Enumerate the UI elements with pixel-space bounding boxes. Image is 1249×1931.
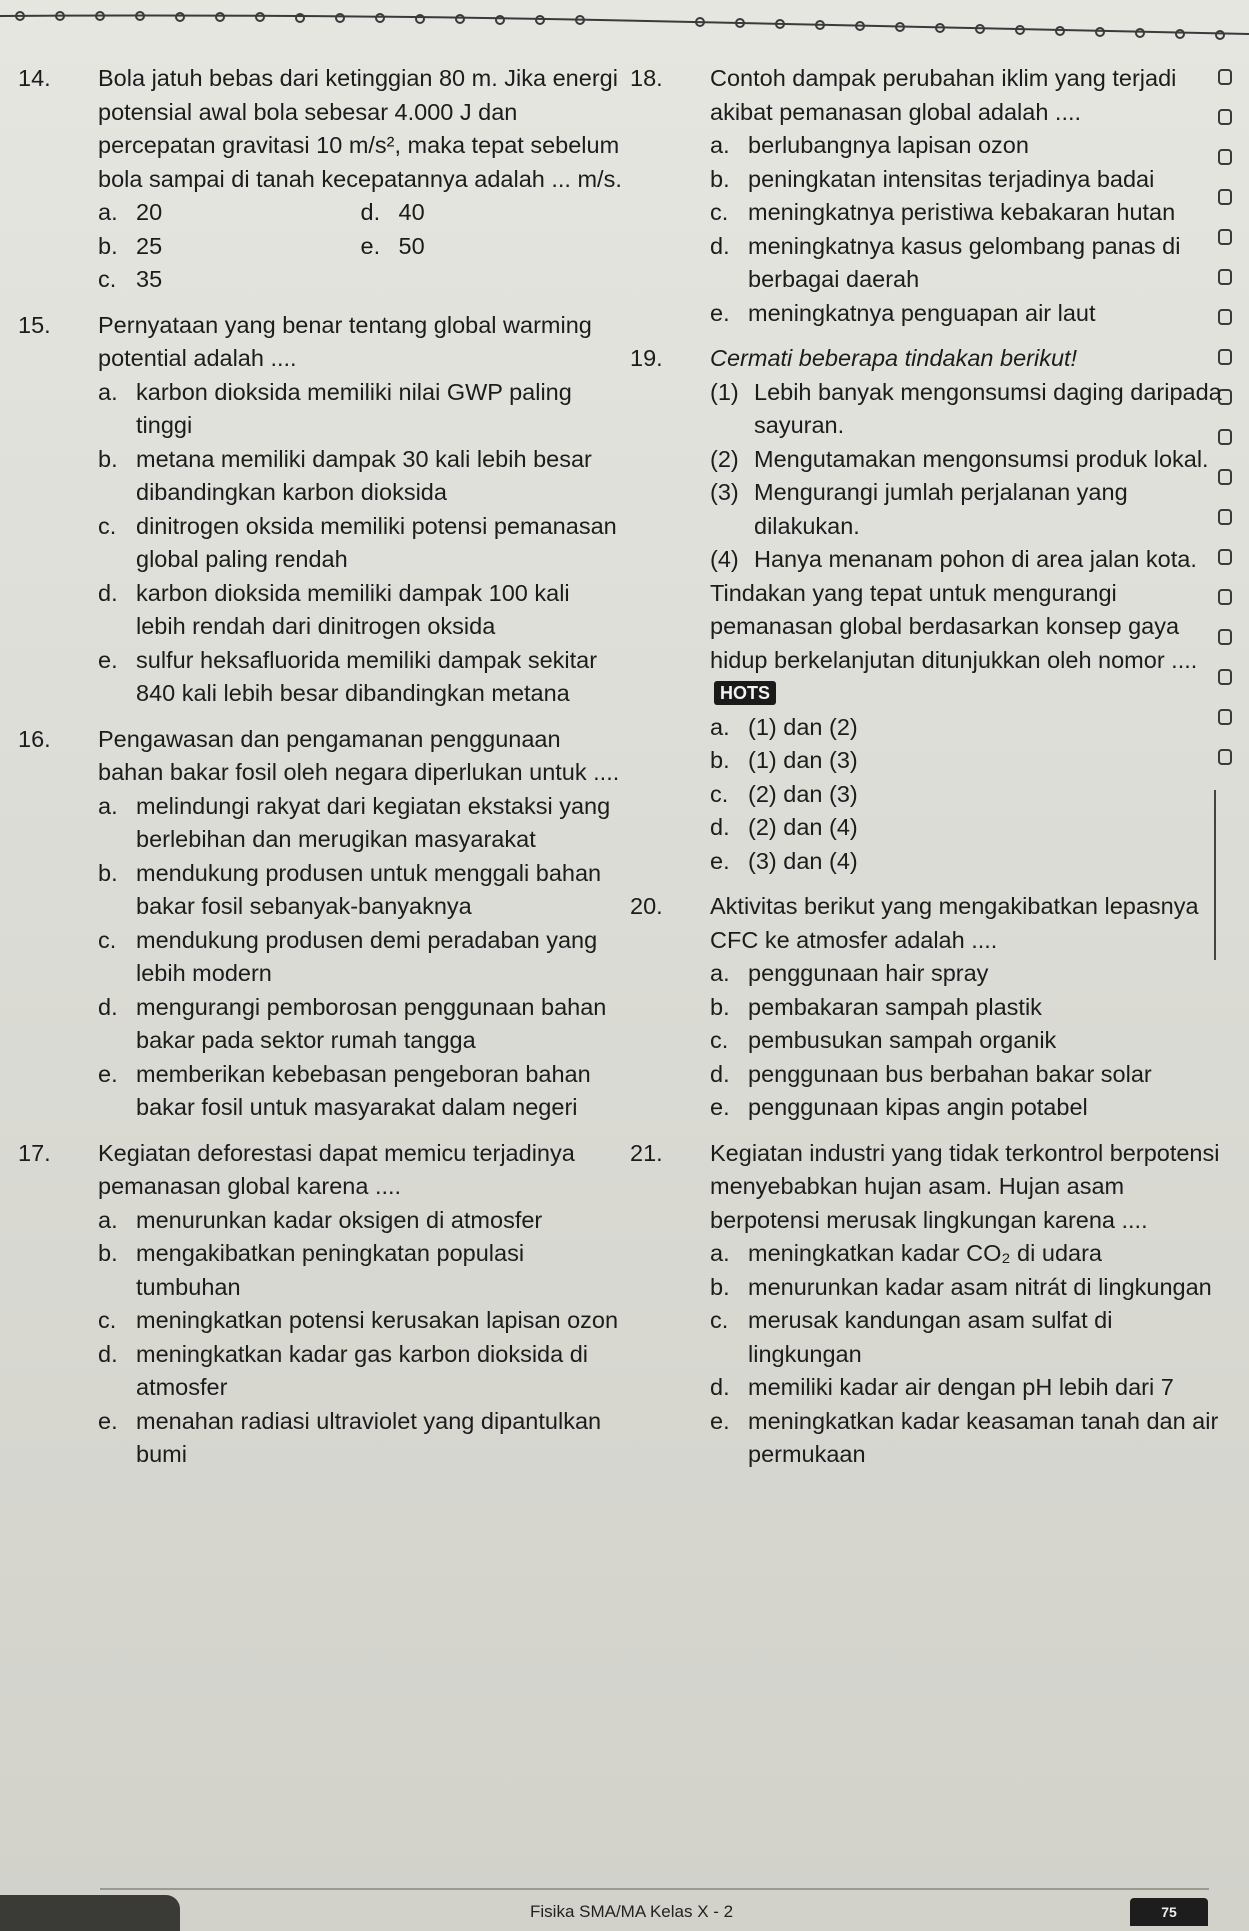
option-label: a. [98, 792, 118, 819]
option-d[interactable] [710, 1371, 1230, 1405]
option-b[interactable] [710, 1271, 1230, 1305]
option-label: d. [710, 1060, 730, 1087]
option-text: mendukung produsen untuk menggali bahan bakar fosil sebanyak-banyaknya [136, 859, 602, 919]
option-text: karbon dioksida memiliki dampak 100 kali lebih rendah dari dinitrogen oksida [136, 579, 570, 639]
option-d[interactable] [710, 230, 1230, 297]
hots-badge: HOTS [714, 681, 776, 705]
statement-label: (1) [710, 378, 739, 405]
option-label: b. [98, 859, 118, 886]
option-text: (2) dan (3) [748, 780, 858, 807]
option-text: menurunkan kadar asam nitrát di lingkungan [748, 1273, 1212, 1300]
option-label: d. [360, 199, 381, 225]
option-label: a. [710, 1240, 730, 1266]
option-text: pembusukan sampah organik [748, 1027, 1057, 1053]
statement-4 [710, 543, 1230, 577]
option-text: metana memiliki dampak 30 kali lebih besar dibandingkan karbon dioksida [136, 445, 592, 505]
statement-label: (3) [710, 479, 739, 505]
question-number: 14. [18, 65, 51, 91]
option-text: (2) dan (4) [748, 814, 858, 840]
statement-text: Lebih banyak mengonsumsi daging daripada sayuran. [754, 378, 1222, 438]
option-b[interactable] [98, 1237, 623, 1304]
option-text: 25 [136, 232, 163, 259]
option-label: b. [98, 445, 118, 472]
option-c[interactable] [710, 196, 1230, 230]
option-b[interactable] [98, 230, 361, 264]
question-number: 16. [18, 725, 51, 752]
option-d[interactable] [98, 577, 623, 644]
option-text: (3) dan (4) [748, 847, 858, 874]
question-16 [18, 723, 623, 1125]
option-d[interactable] [710, 811, 1230, 845]
option-text: 40 [398, 199, 425, 225]
spiral-binding-top [0, 4, 1249, 44]
option-label: e. [360, 232, 381, 259]
option-e[interactable] [710, 1091, 1230, 1125]
question-number: 15. [18, 311, 51, 338]
option-a[interactable] [98, 1204, 623, 1238]
page-footer [0, 1880, 1249, 1931]
option-text: mengakibatkan peningkatan populasi tumbuhan [136, 1240, 525, 1300]
option-e[interactable] [98, 1405, 623, 1472]
option-text: meningkatkan kadar gas karbon dioksida di atmosfer [136, 1340, 588, 1400]
option-label: e. [98, 646, 118, 673]
option-text: dinitrogen oksida memiliki potensi pemanasan global paling rendah [136, 512, 617, 572]
statement-3 [710, 476, 1230, 543]
question-stem: Pengawasan dan pengamanan penggunaan bahan bakar fosil oleh negara diperlukan untuk .... [98, 725, 620, 785]
option-b[interactable] [710, 163, 1230, 197]
option-e[interactable] [710, 1405, 1230, 1472]
option-label: c. [710, 1027, 729, 1053]
option-text: penggunaan bus berbahan bakar solar [748, 1060, 1152, 1087]
option-label: d. [710, 1374, 730, 1400]
option-text: meningkatnya penguapan air laut [748, 299, 1096, 326]
option-e[interactable] [710, 845, 1230, 879]
statement-2 [710, 443, 1230, 477]
option-label: a. [98, 199, 118, 225]
option-label: b. [710, 993, 730, 1020]
statement-text: Hanya menanam pohon di area jalan kota. [754, 546, 1197, 572]
option-label: d. [710, 814, 730, 840]
option-text: penggunaan kipas angin potabel [748, 1094, 1088, 1120]
option-label: a. [710, 960, 730, 986]
option-label: e. [710, 299, 730, 326]
right-column [630, 62, 1230, 1484]
option-label: e. [710, 1407, 730, 1434]
option-d[interactable] [98, 1338, 623, 1405]
statement-label: (4) [710, 546, 739, 572]
option-e[interactable] [98, 1058, 623, 1125]
option-text: meningkatkan kadar keasaman tanah dan air permukaan [748, 1407, 1219, 1467]
option-text: karbon dioksida memiliki nilai GWP paling tinggi [136, 378, 572, 438]
option-label: a. [710, 713, 730, 740]
option-c[interactable] [710, 778, 1230, 812]
option-label: c. [710, 1307, 729, 1333]
option-text: peningkatan intensitas terjadinya badai [748, 165, 1155, 192]
option-text: memiliki kadar air dengan pH lebih dari 7 [748, 1374, 1174, 1400]
option-label: a. [710, 132, 730, 158]
option-d[interactable] [98, 991, 623, 1058]
option-text: meningkatnya kasus gelombang panas di berbagai daerah [748, 232, 1181, 292]
option-label: b. [710, 1273, 730, 1300]
option-label: b. [710, 165, 730, 192]
left-column [18, 62, 623, 1484]
option-text: meningkatnya peristiwa kebakaran hutan [748, 199, 1176, 225]
option-text: mengurangi pemborosan penggunaan bahan bakar pada sektor rumah tangga [136, 993, 607, 1053]
photo-shadow [0, 1895, 180, 1931]
option-text: pembakaran sampah plastik [748, 993, 1042, 1020]
option-label: b. [98, 1240, 118, 1266]
option-label: e. [98, 1060, 118, 1087]
book-title: Fisika SMA/MA Kelas X - 2 [530, 1902, 734, 1921]
option-label: d. [98, 1340, 118, 1367]
option-text: (1) dan (2) [748, 713, 858, 740]
option-a[interactable] [710, 1237, 1230, 1271]
question-14 [18, 62, 623, 297]
option-c[interactable] [98, 924, 623, 991]
option-d[interactable] [361, 196, 624, 230]
option-d[interactable] [710, 1058, 1230, 1092]
question-stem: Aktivitas berikut yang mengakibatkan lepasnya CFC ke atmosfer adalah .... [710, 893, 1199, 953]
option-b[interactable] [710, 744, 1230, 778]
statement-text: Mengurangi jumlah perjalanan yang dilakukan. [754, 479, 1128, 539]
option-text: berlubangnya lapisan ozon [748, 132, 1029, 158]
question-instruction [710, 577, 1230, 711]
option-e[interactable] [361, 230, 624, 264]
question-18 [630, 62, 1230, 330]
option-a[interactable] [710, 711, 1230, 745]
option-text: menahan radiasi ultraviolet yang dipantulkan bumi [136, 1407, 602, 1467]
instruction-text: Tindakan yang tepat untuk mengurangi pemanasan global berdasarkan konsep gaya hidup berkelanjutan ditunjukkan oleh nomor .... [710, 579, 1198, 673]
footer-divider [100, 1888, 1209, 1890]
statement-label: (2) [710, 445, 739, 472]
option-label: c. [98, 1307, 117, 1333]
option-e[interactable] [710, 297, 1230, 331]
option-text: merusak kandungan asam sulfat di lingkungan [748, 1307, 1113, 1367]
option-label: a. [98, 378, 118, 405]
option-text: sulfur heksafluorida memiliki dampak sekitar 840 kali lebih besar dibandingkan metana [136, 646, 598, 706]
question-21 [630, 1137, 1230, 1472]
question-number: 17. [18, 1139, 51, 1166]
question-number: 21. [630, 1139, 663, 1166]
option-b[interactable] [98, 857, 623, 924]
option-a[interactable] [98, 790, 623, 857]
option-label: e. [98, 1407, 118, 1434]
question-number: 19. [630, 345, 663, 371]
option-c[interactable] [98, 510, 623, 577]
question-stem: Kegiatan industri yang tidak terkontrol berpotensi menyebabkan hujan asam. Hujan asam berpotensi merusak lingkungan karena .... [710, 1139, 1220, 1233]
option-text: 35 [136, 266, 163, 292]
option-label: c. [98, 266, 117, 292]
question-stem: Pernyataan yang benar tentang global warming potential adalah .... [98, 311, 592, 371]
option-text: memberikan kebebasan pengeboran bahan bakar fosil untuk masyarakat dalam negeri [136, 1060, 591, 1120]
question-19 [630, 342, 1230, 878]
option-label: d. [710, 232, 730, 259]
option-a[interactable] [710, 129, 1230, 163]
question-17 [18, 1137, 623, 1472]
option-label: a. [98, 1206, 118, 1233]
page-number: 75 [1130, 1898, 1208, 1926]
option-label: e. [710, 847, 730, 874]
option-c[interactable] [98, 263, 361, 297]
option-c[interactable] [710, 1024, 1230, 1058]
option-text: penggunaan hair spray [748, 960, 989, 986]
question-stem: Bola jatuh bebas dari ketinggian 80 m. Jika energi potensial awal bola sebesar 4.000 J dan percepatan gravitasi 10 m/s², maka tepat sebelum bola sampai di tanah kecepatannya adalah ... m/s. [98, 65, 622, 192]
option-a[interactable] [98, 196, 361, 230]
option-b[interactable] [710, 991, 1230, 1025]
option-label: b. [710, 747, 730, 773]
option-text: 20 [136, 199, 163, 225]
option-text: (1) dan (3) [748, 747, 858, 773]
statement-text: Mengutamakan mengonsumsi produk lokal. [754, 445, 1209, 472]
option-label: d. [98, 993, 118, 1020]
question-number: 20. [630, 893, 663, 919]
option-e[interactable] [98, 644, 623, 711]
option-label: d. [98, 579, 118, 606]
option-list [98, 196, 623, 297]
option-label: e. [710, 1094, 730, 1120]
question-stem: Cermati beberapa tindakan berikut! [710, 345, 1078, 371]
question-20 [630, 890, 1230, 1125]
option-c[interactable] [98, 1304, 623, 1338]
option-label: b. [98, 232, 118, 259]
option-a[interactable] [710, 957, 1230, 991]
option-text: menurunkan kadar oksigen di atmosfer [136, 1206, 543, 1233]
question-15 [18, 309, 623, 711]
option-text: mendukung produsen demi peradaban yang lebih modern [136, 926, 598, 986]
question-number: 18. [630, 65, 663, 91]
question-stem: Contoh dampak perubahan iklim yang terjadi akibat pemanasan global adalah .... [710, 65, 1177, 125]
option-a[interactable] [98, 376, 623, 443]
option-c[interactable] [710, 1304, 1230, 1371]
option-text: meningkatkan potensi kerusakan lapisan ozon [136, 1307, 619, 1333]
question-stem: Kegiatan deforestasi dapat memicu terjadinya pemanasan global karena .... [98, 1139, 575, 1199]
option-label: c. [710, 780, 729, 807]
option-b[interactable] [98, 443, 623, 510]
option-label: c. [98, 512, 117, 539]
option-text: meningkatkan kadar CO₂ di udara [748, 1240, 1102, 1266]
option-label: c. [98, 926, 117, 953]
option-label: c. [710, 199, 729, 225]
statement-1 [710, 376, 1230, 443]
option-text: melindungi rakyat dari kegiatan ekstaksi yang berlebihan dan merugikan masyarakat [136, 792, 611, 852]
option-text: 50 [398, 232, 425, 259]
